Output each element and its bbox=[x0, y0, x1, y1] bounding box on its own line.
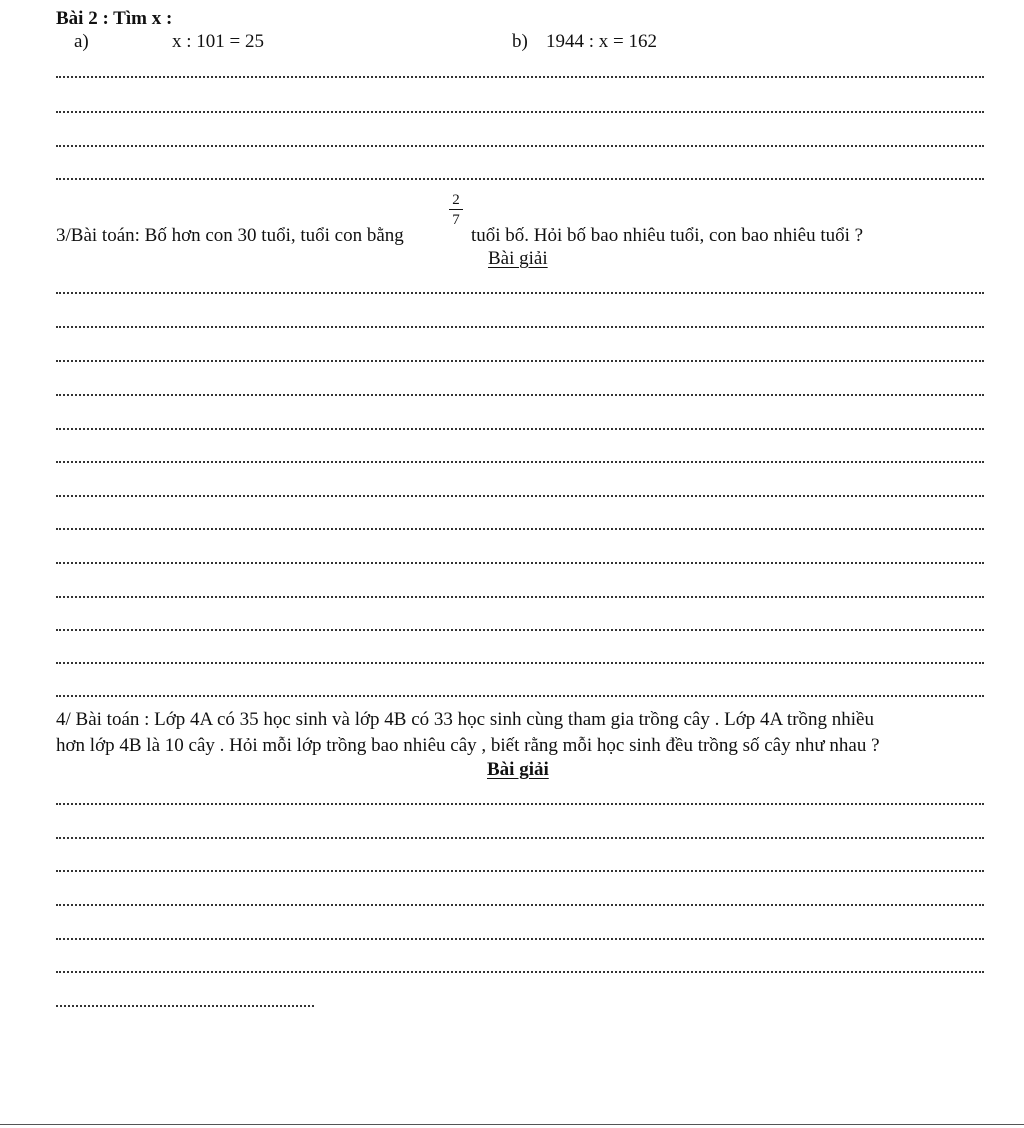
bai2-part-b-label: b) bbox=[512, 31, 528, 52]
answer-line bbox=[56, 803, 984, 805]
answer-line bbox=[56, 596, 984, 598]
answer-line bbox=[56, 837, 984, 839]
answer-line bbox=[56, 178, 984, 180]
answer-line bbox=[56, 360, 984, 362]
answer-line bbox=[56, 461, 984, 463]
bai2-part-b-expression: 1944 : x = 162 bbox=[546, 31, 657, 52]
fraction-numerator: 2 bbox=[452, 192, 460, 208]
answer-line bbox=[56, 629, 984, 631]
answer-line-short bbox=[56, 1005, 314, 1007]
answer-line bbox=[56, 292, 984, 294]
answer-line bbox=[56, 111, 984, 113]
answer-line bbox=[56, 528, 984, 530]
answer-line bbox=[56, 695, 984, 697]
page-bottom-edge bbox=[0, 1124, 1024, 1125]
bai3-problem-text-continued: tuổi bố. Hỏi bố bao nhiêu tuổi, con bao nhiêu tuổi ? bbox=[471, 225, 864, 246]
answer-line bbox=[56, 145, 984, 147]
answer-line bbox=[56, 394, 984, 396]
answer-line bbox=[56, 904, 984, 906]
fraction-denominator: 7 bbox=[452, 212, 460, 228]
bai4-solution-heading: Bài giải bbox=[487, 759, 549, 780]
answer-line bbox=[56, 971, 984, 973]
answer-line bbox=[56, 662, 984, 664]
bai2-heading: Bài 2 : Tìm x : bbox=[56, 8, 173, 29]
fraction-bar bbox=[449, 209, 463, 210]
answer-line bbox=[56, 428, 984, 430]
bai4-problem-line-1: 4/ Bài toán : Lớp 4A có 35 học sinh và lớp 4B có 33 học sinh cùng tham gia trồng cây . Lớp 4A trồng nhiều bbox=[56, 709, 874, 730]
answer-line bbox=[56, 495, 984, 497]
bai2-part-a-label: a) bbox=[74, 31, 89, 52]
bai2-part-a-expression: x : 101 = 25 bbox=[172, 31, 264, 52]
answer-line bbox=[56, 870, 984, 872]
answer-line bbox=[56, 562, 984, 564]
bai3-solution-heading: Bài giải bbox=[488, 248, 548, 269]
bai3-problem-text: 3/Bài toán: Bố hơn con 30 tuổi, tuổi con bằng bbox=[56, 225, 404, 246]
answer-line bbox=[56, 938, 984, 940]
bai4-problem-line-2: hơn lớp 4B là 10 cây . Hỏi mỗi lớp trồng bao nhiêu cây , biết rằng mỗi học sinh đều trồng số cây như nhau ? bbox=[56, 735, 880, 756]
answer-line bbox=[56, 76, 984, 78]
answer-line bbox=[56, 326, 984, 328]
fraction-two-sevenths bbox=[449, 192, 463, 228]
